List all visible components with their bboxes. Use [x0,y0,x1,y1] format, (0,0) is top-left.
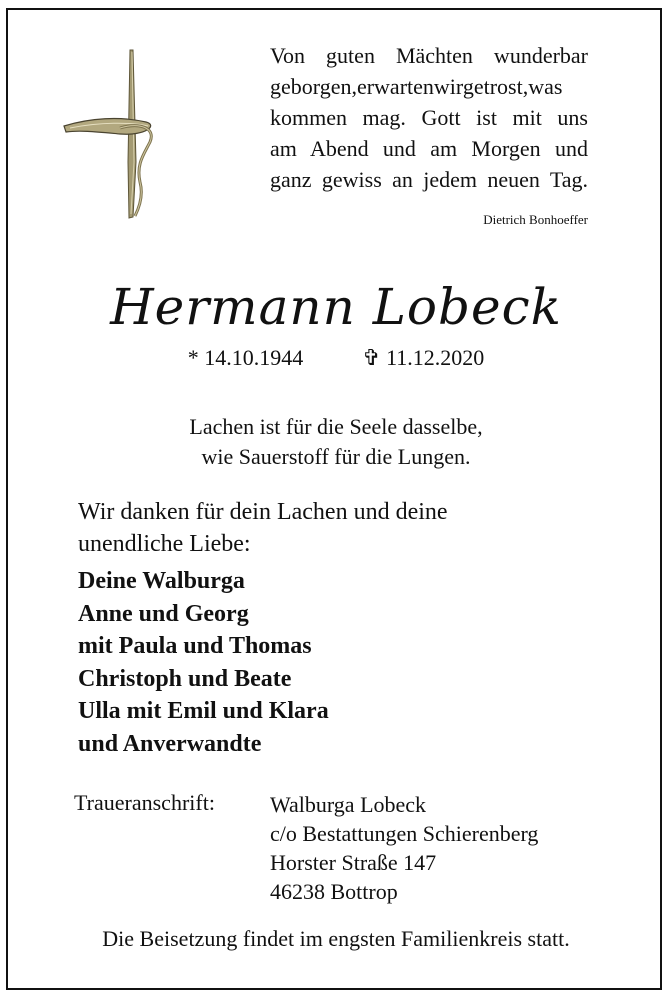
address-line: Horster Straße 147 [270,850,437,875]
mourning-address [270,790,538,906]
family-member: Ulla mit Emil und Klara [78,698,329,724]
thanks-text [78,496,538,560]
birth-date: 14.10.1944 [204,345,304,370]
family-member: und Anverwandte [78,730,262,757]
death-date: 11.12.2020 [386,345,485,370]
thanks-line: Wir danken für dein Lachen und deine [78,499,448,525]
poem [270,40,588,195]
address-line: Walburga Lobeck [270,792,427,817]
poem-author: Dietrich Bonhoeffer [483,212,588,227]
family-member: Christoph und Beate [78,665,292,692]
wooden-cross-icon [60,42,180,227]
burial-note: Die Beisetzung findet im engsten Familienkreis statt. [102,926,570,951]
birth-symbol: * [187,345,199,370]
poem-line: ganz gewiss an jedem neuen Tag. [270,167,588,192]
family-member: Anne und Georg [78,600,249,627]
family-member: Deine Walburga [78,568,245,594]
quote [0,412,672,472]
quote-line: wie Sauerstoff für die Lungen. [201,444,471,469]
address-line: c/o Bestattungen Schierenberg [270,821,539,846]
thanks-line: unendliche Liebe: [78,531,251,557]
life-dates [0,345,672,371]
poem-line: am Abend und am Morgen und [270,136,588,161]
poem-line: Von guten Mächten wunderbar [270,43,588,68]
death-cross-icon: ✞ [362,345,381,370]
deceased-name: Hermann Lobeck [110,278,562,336]
address-line: 46238 Bottrop [270,879,398,904]
address-label: Traueranschrift: [74,790,215,815]
poem-line: geborgen,erwartenwirgetrost,was [270,74,563,99]
poem-line: kommen mag. Gott ist mit uns [270,105,588,130]
family-list [78,565,578,760]
family-member: mit Paula und Thomas [78,633,312,659]
quote-line: Lachen ist für die Seele dasselbe, [189,414,483,439]
